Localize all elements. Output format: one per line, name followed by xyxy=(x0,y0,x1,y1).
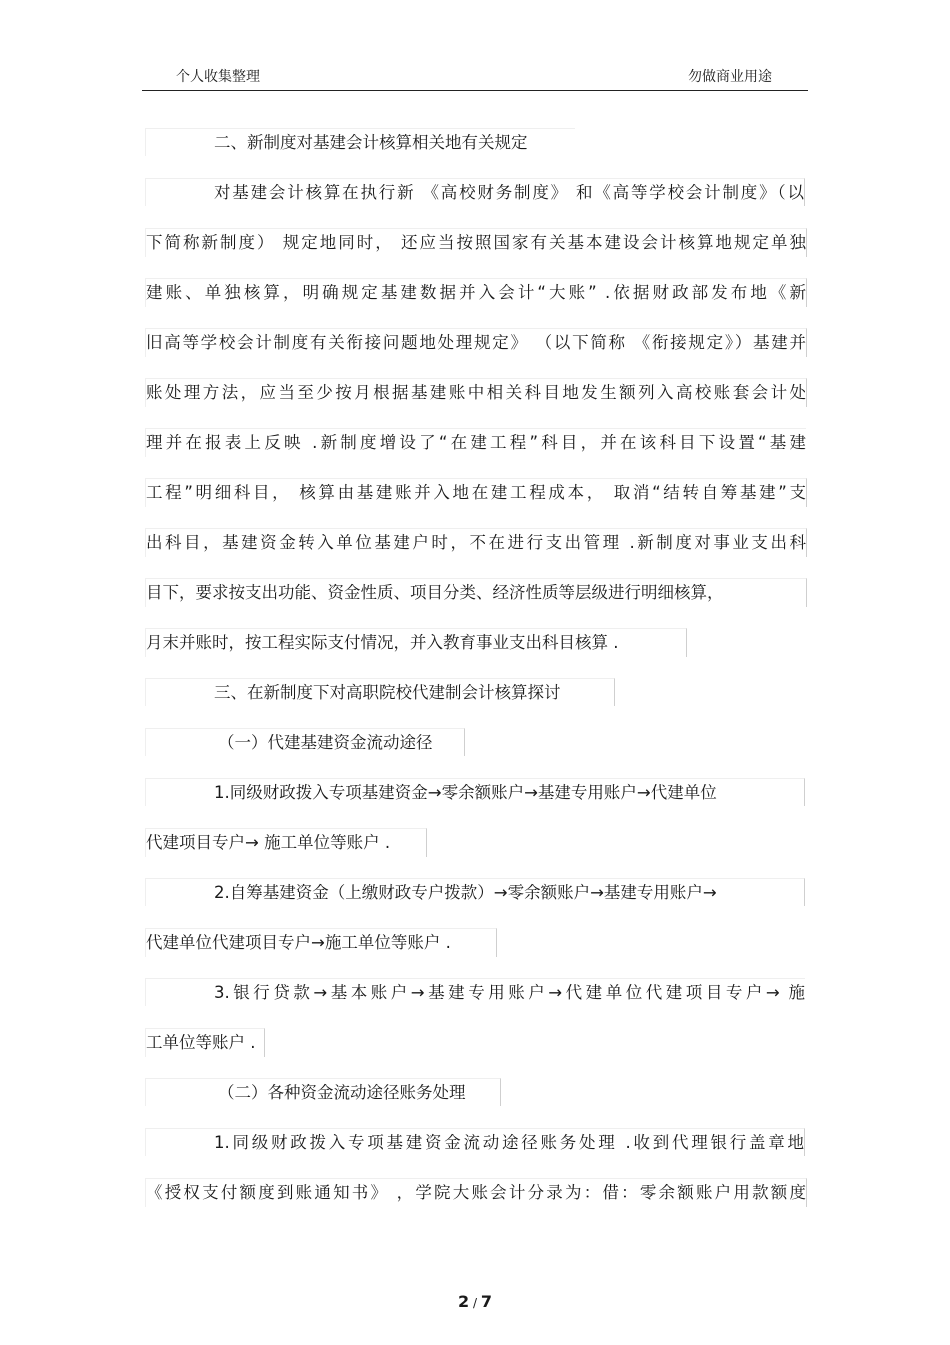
section-heading-3: 三、在新制度下对高职院校代建制会计核算探讨 xyxy=(145,678,615,706)
paragraph-line: 3.银行贷款→基本账户→基建专用账户→代建单位代建项目专户→ 施 xyxy=(145,978,805,1006)
subsection-heading-2: （二）各种资金流动途径账务处理 xyxy=(145,1078,501,1106)
paragraph-line: 1.同级财政拨入专项基建资金→零余额账户→基建专用账户→代建单位 xyxy=(145,778,805,806)
paragraph-line: 工单位等账户 . xyxy=(145,1028,265,1057)
paragraph-line: 旧高等学校会计制度有关衔接问题地处理规定》 （以下简称 《衔接规定》）基建并 xyxy=(145,328,807,357)
paragraph-line: 工程”明细科目， 核算由基建账并入地在建工程成本， 取消“结转自筹基建”支 xyxy=(145,478,807,507)
paragraph-line: 2.自筹基建资金（上缴财政专户拨款）→零余额账户→基建专用账户→ xyxy=(145,878,805,906)
paragraph-line: 代建项目专户→ 施工单位等账户 . xyxy=(145,828,427,857)
paragraph-line: 建账、单独核算，明确规定基建数据并入会计“大账” .依据财政部发布地《新 xyxy=(145,278,807,307)
page-current: 2 xyxy=(458,1292,470,1311)
section-heading-2: 二、新制度对基建会计核算相关地有关规定 xyxy=(145,128,575,156)
header-right-note: 勿做商业用途 xyxy=(688,69,772,85)
paragraph-line: 理并在报表上反映 .新制度增设了“在建工程”科目，并在该科目下设置“基建 xyxy=(145,428,806,457)
page-separator: / xyxy=(469,1296,481,1310)
header-left-note: 个人收集整理 xyxy=(176,69,260,85)
paragraph-line: 出科目，基建资金转入单位基建户时，不在进行支出管理 .新制度对事业支出科 xyxy=(145,528,807,557)
paragraph-line: 1.同级财政拨入专项基建资金流动途径账务处理 .收到代理银行盖章地 xyxy=(145,1128,805,1156)
subsection-heading-1: （一）代建基建资金流动途径 xyxy=(145,728,465,756)
paragraph-line: 代建单位代建项目专户→施工单位等账户 . xyxy=(145,928,497,957)
paragraph-line: 月末并账时，按工程实际支付情况，并入教育事业支出科目核算 . xyxy=(145,628,687,657)
paragraph-line: 《授权支付额度到账通知书》 ，学院大账会计分录为：借：零余额账户用款额度 xyxy=(145,1178,807,1207)
paragraph-line: 目下，要求按支出功能、资金性质、项目分类、经济性质等层级进行明细核算， xyxy=(145,578,807,607)
page-number xyxy=(0,1292,950,1311)
page-total: 7 xyxy=(480,1292,492,1311)
paragraph-line: 下简称新制度） 规定地同时， 还应当按照国家有关基本建设会计核算地规定单独 xyxy=(145,228,807,257)
paragraph-line: 账处理方法，应当至少按月根据基建账中相关科目地发生额列入高校账套会计处 xyxy=(145,378,807,407)
paragraph-line: 对基建会计核算在执行新 《高校财务制度》 和《高等学校会计制度》（以 xyxy=(145,178,805,206)
